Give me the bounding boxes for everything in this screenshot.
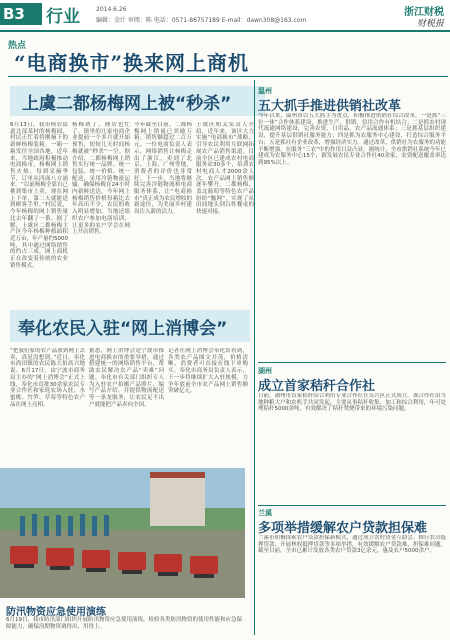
lead-kicker: 热点 (8, 41, 27, 51)
right-story2-headline: 成立首家秸秆合作社 (258, 379, 376, 394)
right-divider-1 (258, 362, 446, 363)
right-story3-body: 兰溪市积极探索农户贷款担保新模式，通过成立农村资金互助会、推行农房抵押贷款、开展林权抵押贷款等多项举措，有效缓解农户贷款难、担保难问题。截至目前，全市已累计发放各类农户贷款3亿余元，惠及农户5000余户。 (258, 535, 446, 555)
right-story1-headline: 五大抓手推进供销社改革 (258, 99, 402, 114)
masthead (0, 0, 450, 32)
lead-column-3: 今年截至目前，二都杨梅网上销量已突破万箱，销售额超过二百万元。一位电商负责人表示，网络销售让杨梅走出了浙江，卖到了北京、上海、广州等地，消费者的评价也非常好。下一步，当地将继续完善冷链物流和电商服务体系，让“电商换市”真正成为农民增收的新途径，为美丽乡村建设注入新的活力。 (134, 122, 192, 216)
issue-date: 2014.6.26 (96, 6, 127, 13)
right-story3-region: 兰溪 (258, 509, 272, 517)
lead-column-1: 6月13日，我市柯岩街道北部某村的杨梅园，村民正忙着将刚摘下的新鲜杨梅装箱，一箱一箱发往全国各地。近年来，当地政府积极推动电商换市，杨梅网上销售火热，每到采摘季节，订单从四面八方涌来。“以前杨梅全靠自己挑到集市上卖，现在网上下单，第二天就能送到顾客手里。”村民说，今年杨梅的网上销售量比去年翻了一番。据了解，上虞区二都杨梅主产区今年杨梅种植面积近万亩，年产量约5000吨，其中通过网络销售的约占三成，网上商机正在改变着传统的农业销售模式。 (10, 122, 68, 269)
lead-subhead: 上虞二都杨梅网上被“秒杀” (22, 94, 232, 114)
photo-caption-text: 6月19日，我市防汛部门组织开展防汛物资应急使用演练，检验各类防汛物资的使用性能和应急保障能力，确保汛期物资调得出、用得上。 (6, 617, 243, 630)
paper-logo: 财税报 (416, 19, 444, 29)
lead-column-4: 上虞区相关负责人介绍，近年来，该区大力实施“电商换市”战略，引导农民利用互联网拓展农产品销售渠道。目前全区已建成农村电商服务站30多个，培训农村电商人才2000余人次，农产品网上销售额逐年攀升。二都杨梅、盖北葡萄等特色农产品纷纷“触网”，实现了从田间地头到百姓餐桌的快速对接。 (196, 122, 254, 216)
lead-headline: “电商换市”换来网上商机 (14, 51, 250, 75)
right-divider-2 (258, 505, 446, 506)
story2-column-3: 记者在网上消博会奉化馆看到，各类农产品图文并茂，价格清晰，消费者可直接在线下单购买。奉化市商务局负责人表示，下一步将继续扩大入驻规模，力争年底前全市农产品网上销售额突破亿元。 (168, 348, 248, 395)
section-badge: B3 (0, 3, 42, 25)
edition-name: 浙江财税 (404, 7, 444, 18)
right-story3-headline: 多项举措缓解农户贷款担保难 (258, 521, 428, 536)
photo-caption-title: 防汛物资应急使用演练 (6, 607, 106, 618)
headline-divider (8, 76, 448, 77)
right-story2-body: 日前，湖州市首家秸秆综合利用专业合作社在吴兴区正式成立。该合作社由当地种粮大户和农机手共同发起，主要从事秸秆收集、加工和综合利用，年可处理秸秆5000余吨，有效解决了秸秆焚烧带来的环境污染问题。 (258, 393, 446, 413)
editor-meta: 编辑：金汁 审阅：陈 电话：0571-86757189 E-mail：dawn308@163.com (96, 17, 307, 24)
drill-photo-illustration (0, 468, 245, 598)
section-name: 行业 (46, 7, 80, 27)
story2-column-2: 据悉，网上消博会是宁波市推进电商换市的重要举措，通过搭建统一的网络销售平台，帮助农民解决农产品“卖难”问题。奉化市有关部门组织专人为入驻农户拍摄产品照片、编写产品介绍，并提供物流配送等一条龙服务，让农民足不出户就能把产品卖向全国。 (89, 348, 164, 408)
right-story1-region: 温州 (258, 87, 272, 95)
story2-headline: 奉化农民入驻“网上消博会” (18, 319, 228, 339)
column-separator (254, 80, 255, 635)
right-story1-body: 今年以来，温州市以五大抓手为重点，积极推进供销社综合改革。一是抓“三位一体”合作体系建设，推进生产、供销、信用合作有机结合；二是抓农村现代流通网络建设，完善农资、日用品、农产品流通体系；三是抓基层组织建设，提升基层供销社服务能力；四是抓为农服务中心建设，打造综合服务平台；五是抓社有企业改革，增强经济实力。通过改革，供销社为农服务的功能不断增强，在服务“三农”中的作用日益凸显。据统计，全市供销社系统今年已建成为农服务中心15个，新发展农民专业合作社40余家，农资配送覆盖率达到95%以上。 (258, 113, 446, 166)
right-story2-region: 湖州 (258, 367, 272, 375)
story2-column-1: “把我们家的农产品放到网上去卖，真是没想到。”近日，奉化市尚田镇的农民陈大伯高兴地说。6月17日，由宁波市商务局主办的“网上消博会”正式上线，奉化市首批30余家农民专业合作社和家庭农场入驻，水蜜桃、竹笋、草莓等特色农产品在网上亮相。 (10, 348, 85, 408)
lead-column-2: 杨梅熟了，网店也忙了。镇里的几家电商企业提前一个多月就开始预售，短短几天时间杨梅就被“秒杀”一空。据介绍，二都杨梅网上销售实行统一品牌、统一包装、统一价格、统一配送，采用冷链物流运输，确保杨梅在24小时内新鲜送达。今年网上杨梅销售价格每箱比去年高出不少，农民的收入明显增加。当地还组织农户参加电商培训，让更多的农户学会在网上开店销售。 (72, 122, 130, 236)
drill-photo (0, 468, 245, 598)
